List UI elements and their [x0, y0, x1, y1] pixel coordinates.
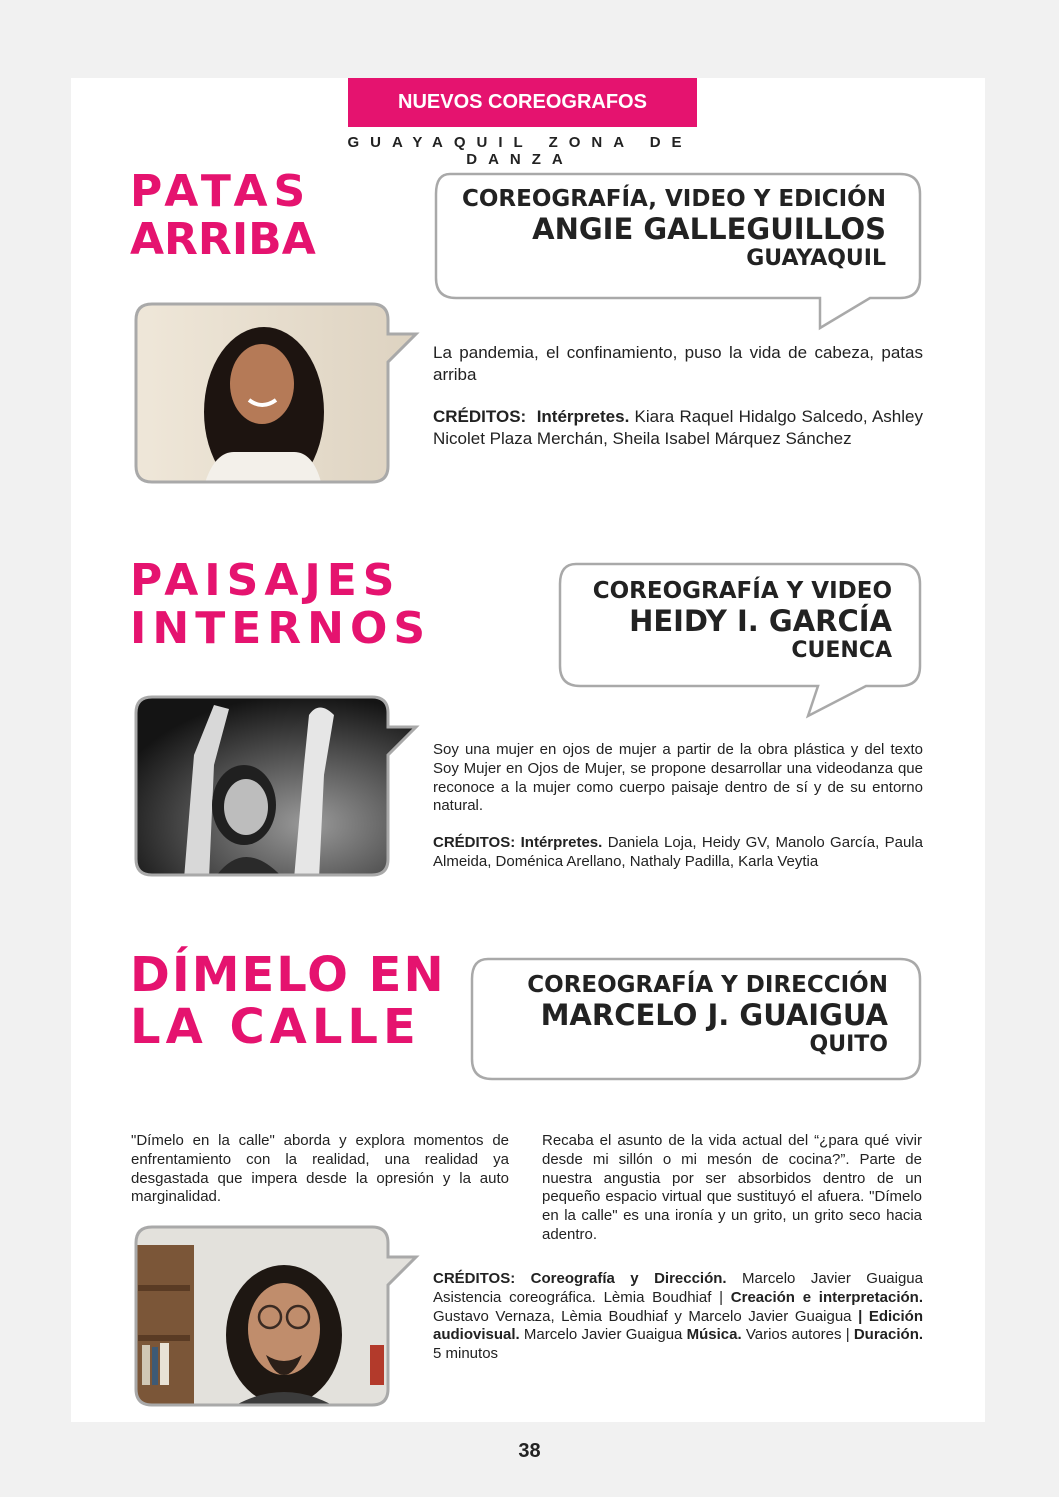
- author-name: MARCELO J. GUAIGUA: [540, 997, 888, 1032]
- author-credit: [566, 578, 892, 666]
- piece-credits: [433, 1270, 923, 1380]
- credits-label: CRÉDITOS:: [433, 834, 516, 851]
- credits-role: Música.: [686, 1326, 742, 1344]
- section-label: NUEVOS COREOGRAFOS: [348, 78, 697, 127]
- credits-text: Marcelo Javier Guaigua Asistencia coreográfica. Lèmia Boudhiaf |: [433, 1270, 923, 1306]
- author-photo: [134, 302, 424, 486]
- author-photo: [134, 695, 424, 879]
- author-credit: [440, 186, 886, 274]
- magazine-subtitle: GUAYAQUIL ZONA DE DANZA: [347, 134, 693, 168]
- credits: [433, 406, 923, 450]
- author-credit: [478, 972, 888, 1060]
- description-text: Recaba el asunto de la vida actual del “¿para qué vivir desde mi sillón o mi mesón de cocina?”. Parte de nuestra angustia por ser absorbidos dentro de un pequeño espacio virtual que sustituyó el afuera. "Dímelo en la calle" es una ironía y un grito, un grito seco hacia adentro.: [542, 1132, 922, 1243]
- credits-text: Gustavo Vernaza, Lèmia Boudhiaf y Marcelo Javier Guaigua: [433, 1307, 852, 1325]
- credits-role: Creación e interpretación.: [730, 1288, 923, 1306]
- title-line: PAISAJES: [130, 555, 401, 606]
- credits: [433, 1270, 923, 1364]
- author-city: CUENCA: [791, 638, 892, 664]
- credits: [433, 834, 923, 872]
- piece-title: [130, 947, 446, 1055]
- title-line: LA CALLE: [130, 998, 421, 1055]
- credits-label: CRÉDITOS:: [433, 407, 527, 427]
- piece-title: [130, 557, 431, 652]
- description-text: La pandemia, el confinamiento, puso la vida de cabeza, patas arriba: [433, 343, 923, 385]
- page-number: 38: [518, 1440, 541, 1462]
- credits-label: CRÉDITOS:: [433, 1270, 516, 1287]
- credits-text: Varios autores |: [745, 1326, 850, 1344]
- credits-role: | Edición audiovisual.: [433, 1307, 923, 1344]
- author-city: QUITO: [809, 1032, 888, 1058]
- credits-text: Marcelo Javier Guaigua: [523, 1326, 683, 1344]
- piece-title: [130, 168, 316, 263]
- credits-role: Intérpretes.: [536, 407, 630, 427]
- credits-text: 5 minutos: [433, 1345, 499, 1362]
- title-line: ARRIBA: [130, 213, 316, 265]
- author-role: COREOGRAFÍA Y VIDEO: [592, 578, 892, 604]
- title-line: INTERNOS: [130, 602, 432, 654]
- credits-text: Daniela Loja, Heidy GV, Manolo García, Paula Almeida, Doménica Arellano, Nathaly Padilla, Karla Veytia: [433, 834, 923, 870]
- author-photo: [134, 1225, 424, 1409]
- author-name: ANGIE GALLEGUILLOS: [532, 211, 886, 246]
- credits-role: Duración.: [853, 1326, 924, 1344]
- credits-role: Intérpretes.: [520, 834, 603, 851]
- description-text: "Dímelo en la calle" aborda y explora momentos de enfrentamiento con la realidad, una realidad ya desgastada que impera desde la opresión y la auto marginalidad.: [131, 1132, 509, 1206]
- piece-description: [433, 342, 923, 466]
- title-line: PATAS: [130, 166, 312, 217]
- credits-text: Kiara Raquel Hidalgo Salcedo, Ashley Nicolet Plaza Merchán, Sheila Isabel Márquez Sánchez: [433, 407, 923, 449]
- piece-description: [433, 741, 923, 888]
- piece-description-left: [131, 1132, 509, 1223]
- author-name: HEIDY I. GARCÍA: [629, 603, 892, 638]
- author-role: COREOGRAFÍA Y DIRECCIÓN: [527, 972, 888, 998]
- title-line: DÍMELO EN: [130, 947, 446, 1003]
- author-role: COREOGRAFÍA, VIDEO Y EDICIÓN: [461, 186, 886, 212]
- description-text: Soy una mujer en ojos de mujer a partir de la obra plástica y del texto Soy Mujer en Ojos de Mujer, se propone desarrollar una videodanza que reconoce a la mujer como cuerpo paisaje dentro de sí y de su entorno natural.: [433, 741, 923, 815]
- piece-description-right: [542, 1132, 922, 1261]
- author-city: GUAYAQUIL: [746, 246, 886, 272]
- credits-role: Coreografía y Dirección.: [530, 1270, 727, 1287]
